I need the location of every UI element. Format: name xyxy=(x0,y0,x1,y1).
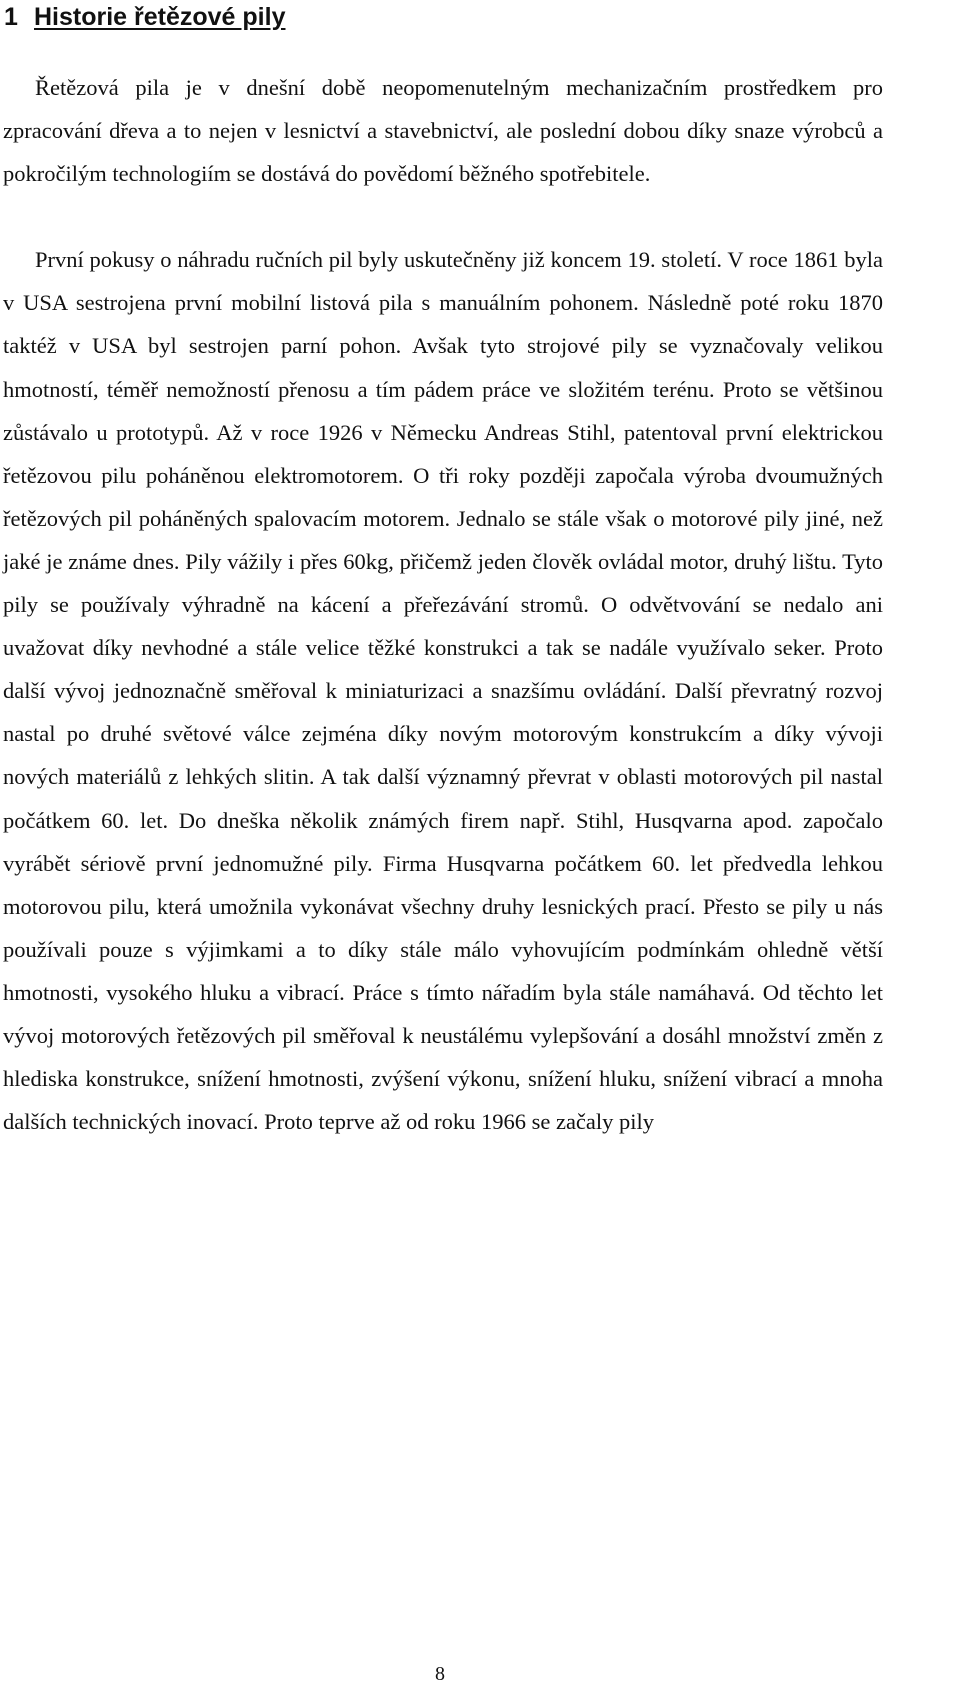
section-heading xyxy=(4,0,285,34)
section-title: Historie řetězové pily xyxy=(34,3,286,31)
paragraph-intro: Řetězová pila je v dnešní době neopomenutelným mechanizačním prostředkem pro zpracování dřeva a to nejen v lesnictví a stavebnictví, ale poslední dobou díky snaze výrobců a pokročilým technologiím se dostává do povědomí běžného spotřebitele. xyxy=(3,75,883,187)
page-number: 8 xyxy=(435,1663,445,1685)
section-number: 1 xyxy=(4,3,18,31)
body-text xyxy=(3,66,883,1143)
paragraph-history: První pokusy o náhradu ručních pil byly uskutečněny již koncem 19. století. V roce 1861 byla v USA sestrojena první mobilní listová pila s manuálním pohonem. Následně poté roku 1870 taktéž v USA byl sestrojen parní pohon. Avšak tyto strojové pily se vyznačovaly velikou hmotností, téměř nemožností přenosu a tím pádem práce ve složitém terénu. Proto se většinou zůstávalo u prototypů. Až v roce 1926 v Německu Andreas Stihl, patentoval první elektrickou řetězovou pilu poháněnou elektromotorem. O tři roky později započala výroba dvoumužných řetězových pil poháněných spalovacím motorem. Jednalo se stále však o motorové pily jiné, než jaké je známe dnes. Pily vážily i přes 60kg, přičemž jeden člověk ovládal motor, druhý lištu. Tyto pily se používaly výhradně na kácení a přeřezávání stromů. O odvětvování se nedalo ani uvažovat díky nevhodné a stále velice těžké konstrukci a tak se nadále využívalo seker. Proto další vývoj jednoznačně směřoval k miniaturizaci a snazšímu ovládání. Další převratný rozvoj nastal po druhé světové válce zejména díky novým motorovým konstrukcím a díky vývoji nových materiálů z lehkých slitin. A tak další významný převrat v oblasti motorových pil nastal počátkem 60. let. Do dneška několik známých firem např. Stihl, Husqvarna apod. započalo vyrábět sériově první jednomužné pily. Firma Husqvarna počátkem 60. let předvedla lehkou motorovou pilu, která umožnila vykonávat všechny druhy lesnických prací. Přesto se pily u nás používali pouze s výjimkami a to díky stále málo vyhovujícím podmínkám ohledně větší hmotnosti, vysokého hluku a vibrací. Práce s tímto nářadím byla stále namáhavá. Od těchto let vývoj motorových řetězových pil směřoval k neustálému vylepšování a dosáhl množství změn z hlediska konstrukce, snížení hmotnosti, zvýšení výkonu, snížení hluku, snížení vibrací a mnoha dalších technických inovací. Proto teprve až od roku 1966 se začaly pily xyxy=(3,247,883,1135)
